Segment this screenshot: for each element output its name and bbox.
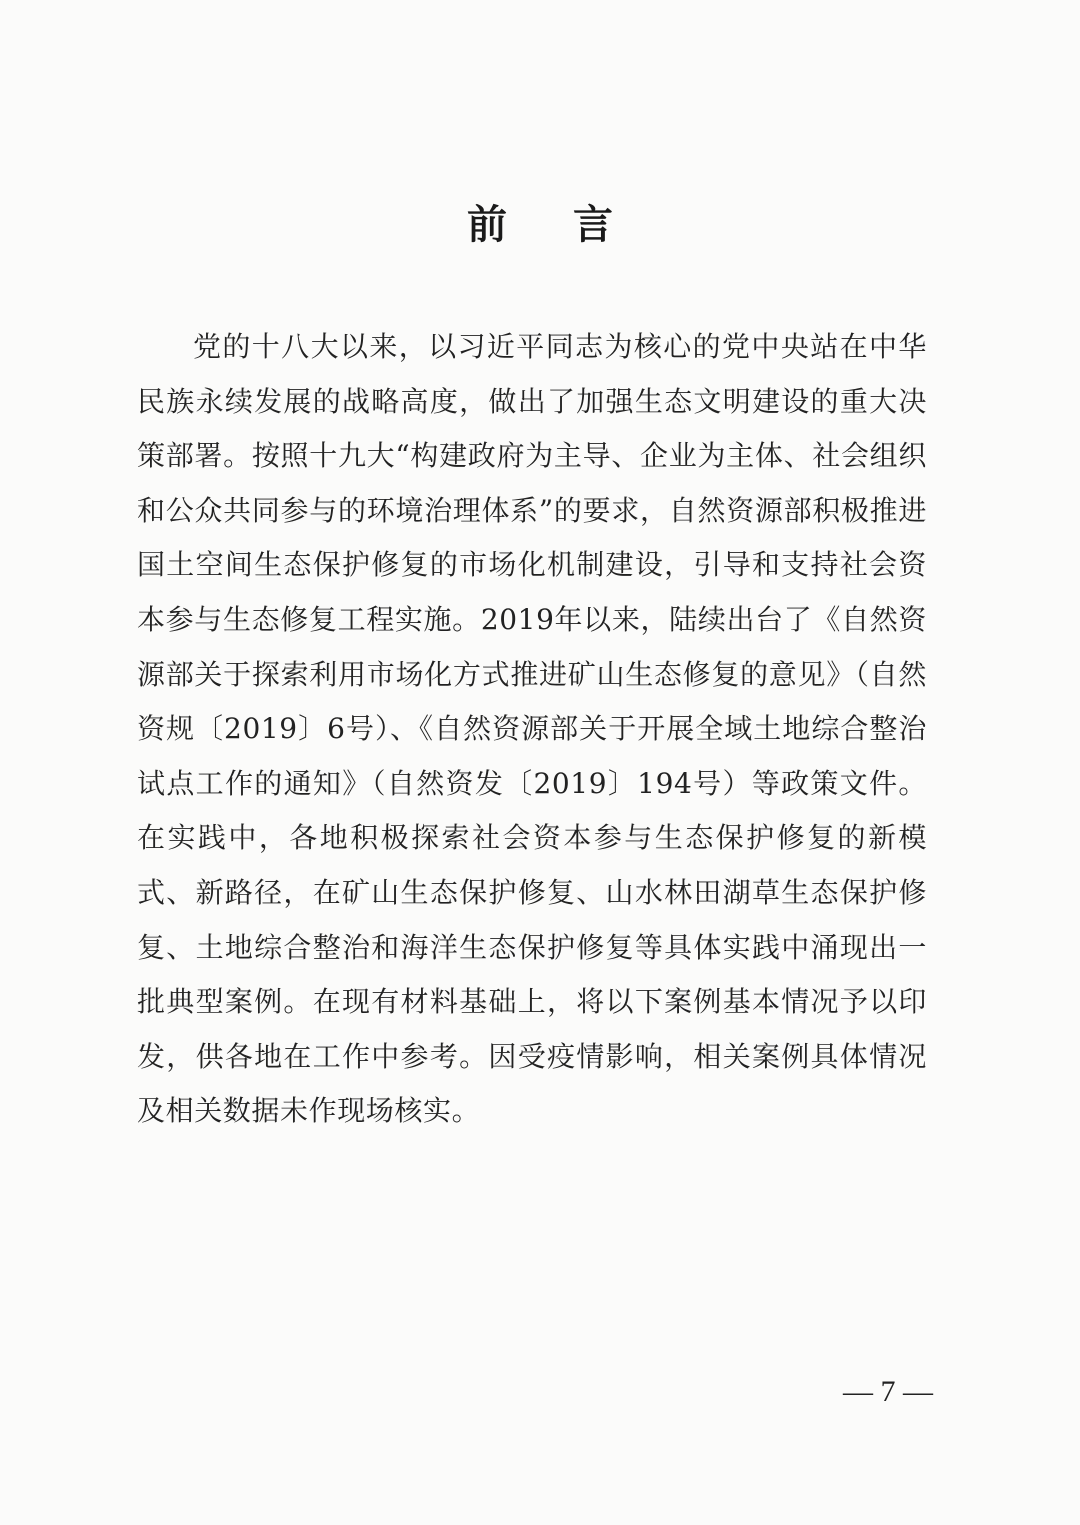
page-number: — 7 — xyxy=(843,1375,933,1408)
body-paragraph: 党的十八大以来，以习近平同志为核心的党中央站在中华民族永续发展的战略高度，做出了加强生态文明建设的重大决策部署。按照十九大“构建政府为主导、企业为主体、社会组织和公众共同参与的环境治理体系”的要求，自然资源部积极推进国土空间生态保护修复的市场化机制建设，引导和支持社会资本参与生态修复工程实施。2019年以来，陆续出台了《自然资源部关于探索利用市场化方式推进矿山生态修复的意见》（自然资规〔2019〕6号）、《自然资源部关于开展全域土地综合整治试点工作的通知》（自然资发〔2019〕194号）等政策文件。在实践中，各地积极探索社会资本参与生态保护修复的新模式、新路径，在矿山生态保护修复、山水林田湖草生态保护修复、土地综合整治和海洋生态保护修复等具体实践中涌现出一批典型案例。在现有材料基础上，将以下案例基本情况予以印发，供各地在工作中参考。因受疫情影响，相关案例具体情况及相关数据未作现场核实。 xyxy=(137,330,927,1128)
page-title: 前言 xyxy=(467,201,679,248)
